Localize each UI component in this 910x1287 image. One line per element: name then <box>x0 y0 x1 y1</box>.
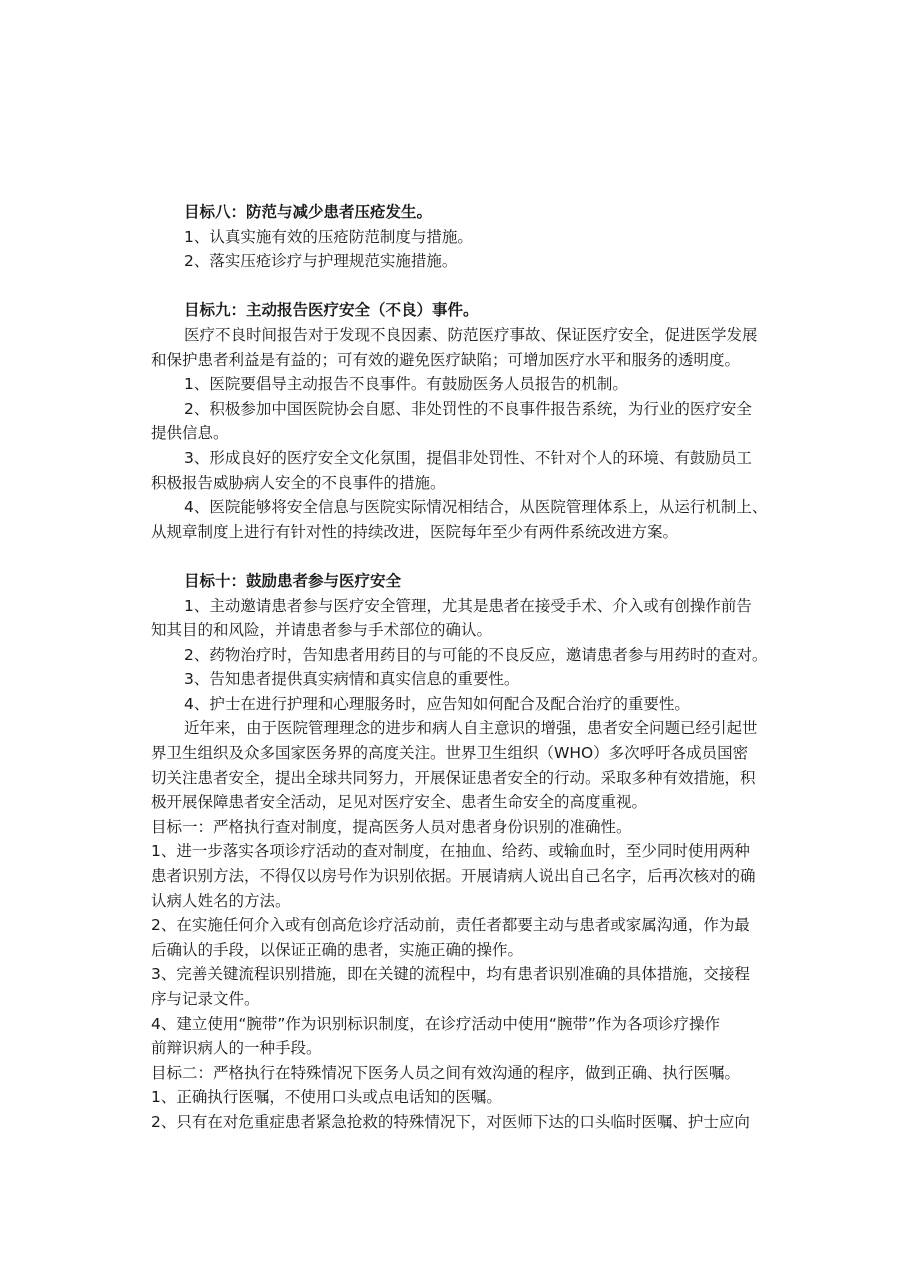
text-line: 和保护患者利益是有益的；可有效的避免医疗缺陷；可增加医疗水平和服务的透明度。 <box>151 350 741 369</box>
section-heading: 目标九：主动报告医疗安全（不良）事件。 <box>184 301 479 320</box>
text-line: 后确认的手段，以保证正确的患者，实施正确的操作。 <box>151 940 524 959</box>
text-line: 2、在实施任何介入或有创高危诊疗活动前，责任者都要主动与患者或家属沟通，作为最 <box>151 916 750 935</box>
text-line: 提供信息。 <box>151 424 229 443</box>
text-line: 3、完善关键流程识别措施，即在关键的流程中，均有患者识别准确的具体措施，交接程 <box>151 965 750 984</box>
paragraph-gap <box>151 544 776 569</box>
text-line: 3、形成良好的医疗安全文化氛围，提倡非处罚性、不针对个人的环境、有鼓励员工 <box>184 448 752 467</box>
text-line: 4、医院能够将安全信息与医院实际情况相结合，从医院管理体系上，从运行机制上、 <box>184 498 768 517</box>
text-line: 4、建立使用“腕带”作为识别标识制度，在诊疗活动中使用“腕带”作为各项诊疗操作 <box>151 1014 720 1033</box>
text-line: 切关注患者安全，提出全球共同努力，开展保证患者安全的行动。采取多种有效措施，积 <box>151 768 756 787</box>
text-line: 1、进一步落实各项诊疗活动的查对制度，在抽血、给药、或输血时，至少同时使用两种 <box>151 842 750 861</box>
section-heading: 目标八：防范与减少患者压疮发生。 <box>184 203 433 221</box>
text-line: 患者识别方法，不得仅以房号作为识别依据。开展请病人说出自己名字，后再次核对的确 <box>151 867 756 886</box>
text-line: 2、积极参加中国医院协会自愿、非处罚性的不良事件报告系统，为行业的医疗安全 <box>184 399 752 418</box>
text-line: 2、落实压疮诊疗与护理规范实施措施。 <box>184 252 458 271</box>
text-line: 积极报告威胁病人安全的不良事件的措施。 <box>151 473 446 492</box>
text-line: 近年来，由于医院管理理念的进步和病人自主意识的增强，患者安全问题已经引起世 <box>184 719 758 738</box>
text-line: 极开展保障患者安全活动，足见对医疗安全、患者生命安全的高度重视。 <box>151 793 648 812</box>
text-line: 医疗不良时间报告对于发现不良因素、防范医疗事故、保证医疗安全，促进医学发展 <box>184 325 758 344</box>
section-heading: 目标十：鼓励患者参与医疗安全 <box>184 571 402 590</box>
text-line: 2、只有在对危重症患者紧急抢救的特殊情况下，对医师下达的口头临时医嘱、护士应向 <box>151 1112 750 1131</box>
text-line: 序与记录文件。 <box>151 990 260 1008</box>
text-line: 1、正确执行医嘱，不使用口头或点电话知的医嘱。 <box>151 1088 502 1107</box>
text-line: 1、主动邀请患者参与医疗安全管理，尤其是患者在接受手术、介入或有创操作前告 <box>184 596 752 615</box>
text-line: 1、认真实施有效的压疮防范制度与措施。 <box>184 227 473 246</box>
paragraph-gap <box>151 274 776 299</box>
document-body <box>151 200 776 1135</box>
text-line: 界卫生组织及众多国家医务界的高度关注。世界卫生组织（WHO）多次呼吁各成员国密 <box>151 744 749 763</box>
text-line: 3、告知患者提供真实病情和真实信息的重要性。 <box>184 670 520 689</box>
text-line: 前辩识病人的一种手段。 <box>151 1039 322 1058</box>
text-line: 知其目的和风险，并请患者参与手术部位的确认。 <box>151 621 493 640</box>
text-line: 4、护士在进行护理和心理服务时，应告知如何配合及配合治疗的重要性。 <box>184 694 690 713</box>
text-line: 1、医院要倡导主动报告不良事件。有鼓励医务人员报告的机制。 <box>184 375 628 394</box>
text-line: 认病人姓名的方法。 <box>151 891 291 910</box>
text-line: 目标一：严格执行查对制度，提高医务人员对患者身份识别的准确性。 <box>151 817 632 836</box>
text-line: 目标二：严格执行在特殊情况下医务人员之间有效沟通的程序，做到正确、执行医嘱。 <box>151 1063 741 1082</box>
text-line: 从规章制度上进行有针对性的持续改进，医院每年至少有两件系统改进方案。 <box>151 522 679 541</box>
text-line: 2、药物治疗时，告知患者用药目的与可能的不良反应，邀请患者参与用药时的查对。 <box>184 645 768 664</box>
